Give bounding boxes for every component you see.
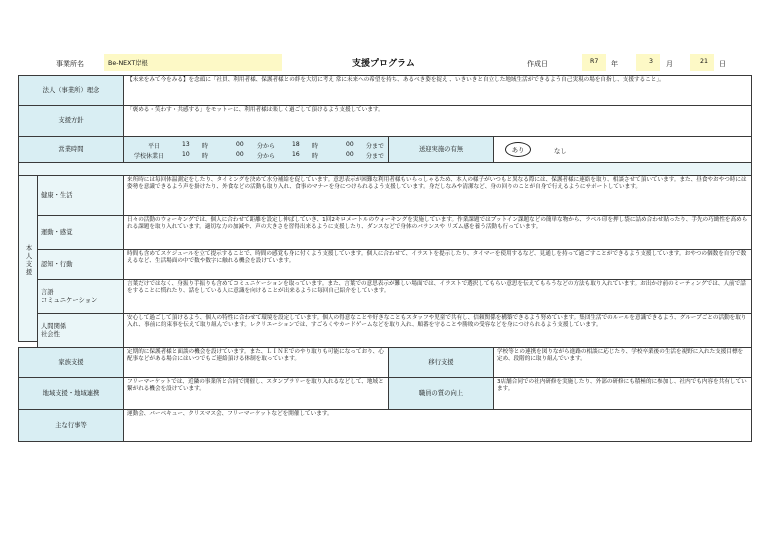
holiday-from: 分から xyxy=(257,153,276,160)
office-label: 事業所名 xyxy=(56,60,84,68)
year-unit: 年 xyxy=(611,60,618,68)
weekday-hour-unit: 時 xyxy=(202,143,209,150)
holiday-hour-unit: 時 xyxy=(202,153,209,160)
community-text: フリーマーケットでは、近隣の事業所と合同で開催し、スタンプラリーを取り入れるなどして、地域と繋がれる機会を設けています。 xyxy=(123,377,389,410)
holiday-end-hour: 16 xyxy=(292,151,300,158)
support-text-motor: 日々の活動のウォーキングでは、個人に合わせて距離を設定し伸ばしていき、1回2キロメートルのウォーキングを実施しています。作業課題ではプットイン課題などの簡単な物から、ラベル印を押し袋に詰め合わせ貼ったり、手先の巧緻性を高められる課題を取り入れています。適切な力の加減や、声の大きさを習得出来るように支援したり、ダンスなどで身体のバランスや リズム感を養う活動も行っています。 xyxy=(123,215,752,250)
separator-band xyxy=(18,162,752,176)
holiday-end-min: 00 xyxy=(346,151,354,158)
philosophy-label: 法人（事業所）理念 xyxy=(18,75,124,106)
transition-label: 移行支援 xyxy=(388,347,494,378)
personal-support-vertical-text: 本人支援 xyxy=(25,245,33,276)
transport-options xyxy=(493,136,752,163)
weekday-end-min: 00 xyxy=(346,141,354,148)
weekday-end-hour: 18 xyxy=(292,141,300,148)
family-label: 家族支援 xyxy=(18,347,124,378)
philosophy-text: 【未来をみて今をみる】を念頭に「社員、利用者様、保護者様との絆を大切に考え 常に未来への希望を持ち、あるべき姿を捉え 、いきいきと自立した地域生活ができるよう自己実現の場を自指し、支援すること」。 xyxy=(123,75,752,106)
transport-yes-circled: あり xyxy=(505,142,531,157)
hours-label: 営業時間 xyxy=(18,136,124,163)
holiday-until: 分まで xyxy=(366,153,385,160)
month-field xyxy=(636,54,660,71)
page-title: 支援プログラム xyxy=(352,59,415,69)
hours-table xyxy=(123,136,389,163)
support-text-cognition: 時間も含めてスケジュールを立て提示することで、時間の感覚も身に付くよう支援しています。個人に合わせて、イラストを提示したり、タイマーを使用するなど、見通しを持って過ごすことができるよう支援しています。おやつの個数を自分で数えるなど、生活場面の中で数や数字に触れる機会を設けています。 xyxy=(123,249,752,280)
personal-support-section-label xyxy=(18,175,38,342)
family-text: 定期的に保護者様と面談の機会を設けています。また、ＬＩＮＥでのやり取りも可能になっており、心配事などがある場合にはいつでもご連絡頂ける体制を取っています。 xyxy=(123,347,389,378)
events-text: 運動会、バーベキュー、クリスマス会、フリーマーケットなどを開催しています。 xyxy=(123,409,752,442)
weekday-type: 平日 xyxy=(148,143,161,150)
community-label: 地域支援・地域連携 xyxy=(18,377,124,410)
weekday-start-hour: 13 xyxy=(182,141,190,148)
transition-text: 学校等との連携を図りながら進路の相談に応じたり、学校卒業後の生活を視野に入れた支援目標を定め、段階的に取り組んでいます。 xyxy=(493,347,752,378)
support-text-health: 来所時には毎回体温測定をしたり、タイミングを決めて水分補給を促しています。意思表示が困難な利用者様もいらっしゃるため、本人の様子がいつもと異なる際には、保護者様に連絡を取り、相談させて頂いています。また、昼食やおやつ時には姿勢を意識できるよう声を掛けたり、外食などの活動も取り入れ、食事のマナーを身につけられるよう支援しています。身だしなみや清潔など、身の回りのことが自身で行えるようにサポートしています。 xyxy=(123,175,752,216)
staff-text: 3店舗合同での社内研修を実施したり、外部の研修にも積極的に参加し、社内でも内容を共有しています。 xyxy=(493,377,752,410)
transport-no: なし xyxy=(554,148,567,155)
support-label-language: 言語 コミュニケーション xyxy=(37,279,124,314)
weekday-start-min: 00 xyxy=(236,141,244,148)
weekday-until: 分まで xyxy=(366,143,385,150)
support-label-cognition: 認知・行動 xyxy=(37,249,124,280)
day-field xyxy=(690,54,714,71)
office-name-field xyxy=(104,54,282,71)
weekday-from: 分から xyxy=(257,143,276,150)
day-value: 21 xyxy=(700,58,709,65)
support-text-language: 言葉だけではなく、身振り手振りも含めてコミュニケーションを取っています。また、言葉での意思表示が難しい場面では、イラストで選択してもらい意思を伝えてもらうなどの方法も取り入れています。お出かけ前のミーティングでは、人前で話をすることに慣れたり、話をしている人に意識を向けることが出来るように毎回自己紹介をしています。 xyxy=(123,279,752,314)
holiday-hour-unit2: 時 xyxy=(312,153,319,160)
support-label-motor: 運動・感覚 xyxy=(37,215,124,250)
support-text-social: 安心して過ごして頂けるよう、個人の特性に合わせて環境を設定しています。個人の得意なことや好きなこともスタッフや児童で共有し、信頼関係を構築できるよう努めています。集団生活でのルールを意識できるよう、グループごとの活動を取り入れ、事前に約束事を伝えて取り組んでいます。レクリエーションでは、すごろくやカードゲームなどを取り入れ、順番を守ることや勝敗の受容などを身につけられるよう支援しています。 xyxy=(123,313,752,348)
holiday-start-min: 00 xyxy=(236,151,244,158)
support-label-health: 健康・生活 xyxy=(37,175,124,216)
month-unit: 月 xyxy=(666,60,673,68)
policy-text: 「褒める・笑わす・共感する」をモットーに、利用者様は楽しく過ごして頂けるよう支援しています。 xyxy=(123,105,752,137)
staff-label: 職員の質の向上 xyxy=(388,377,494,410)
month-value: 3 xyxy=(649,58,654,65)
holiday-start-hour: 10 xyxy=(182,151,190,158)
weekday-hour-unit2: 時 xyxy=(312,143,319,150)
events-label: 主な行事等 xyxy=(18,409,124,442)
day-unit: 日 xyxy=(719,60,726,68)
holiday-type: 学校休業日 xyxy=(134,153,165,160)
year-value: R7 xyxy=(590,58,599,65)
policy-label: 支援方針 xyxy=(18,105,124,137)
transport-label: 送迎実施の有無 xyxy=(388,136,494,163)
year-field xyxy=(582,54,606,71)
office-name: Be-NEXT岸根 xyxy=(108,60,148,67)
created-label: 作成日 xyxy=(527,60,548,68)
support-label-social: 人間関係 社会性 xyxy=(37,313,124,348)
